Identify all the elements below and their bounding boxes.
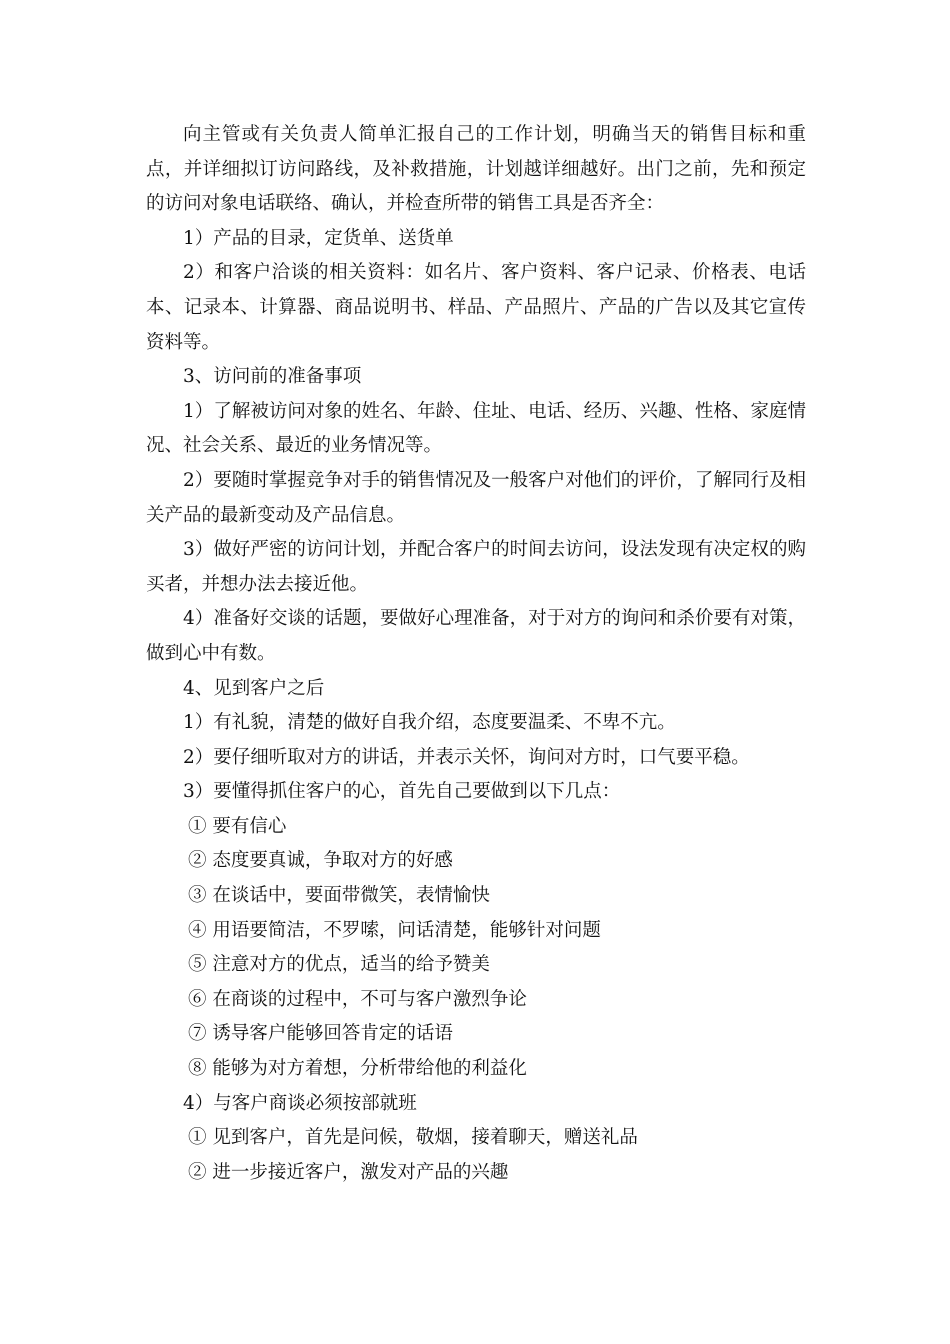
paragraph-list-item: 2）要仔细听取对方的讲话，并表示关怀，询问对方时，口气要平稳。 bbox=[183, 746, 750, 768]
numbered-point: ② 进一步接近客户，激发对产品的兴趣 bbox=[188, 1161, 509, 1183]
paragraph-list-item: 1）产品的目录，定货单、送货单 bbox=[183, 227, 454, 249]
paragraph-list-item: 3）要懂得抓住客户的心，首先自己要做到以下几点： bbox=[183, 781, 621, 803]
paragraph-list-item: 4）准备好交谈的话题，要做好心理准备，对于对方的询问和杀价要有对策，做到心中有数。 bbox=[146, 608, 806, 664]
document-body bbox=[146, 118, 806, 1190]
section-heading: 4、见到客户之后 bbox=[183, 677, 325, 699]
numbered-point: ② 态度要真诚，争取对方的好感 bbox=[188, 850, 453, 872]
paragraph-list-item: 4）与客户商谈必须按部就班 bbox=[183, 1092, 417, 1114]
paragraph-list-item: 2）和客户洽谈的相关资料：如名片、客户资料、客户记录、价格表、电话本、记录本、计算器、商品说明书、样品、产品照片、产品的广告以及其它宣传资料等。 bbox=[146, 262, 806, 353]
paragraph-list-item: 1）了解被访问对象的姓名、年龄、住址、电话、经历、兴趣、性格、家庭情况、社会关系、最近的业务情况等。 bbox=[146, 400, 806, 457]
paragraph-list-item: 1）有礼貌，清楚的做好自我介绍，态度要温柔、不卑不亢。 bbox=[183, 712, 676, 734]
paragraph-list-item: 2）要随时掌握竞争对手的销售情况及一般客户对他们的评价，了解同行及相关产品的最新变动及产品信息。 bbox=[146, 469, 806, 526]
numbered-point: ⑦ 诱导客户能够回答肯定的话语 bbox=[188, 1023, 453, 1045]
paragraph-list-item: 3）做好严密的访问计划，并配合客户的时间去访问，设法发现有决定权的购买者，并想办法去接近他。 bbox=[146, 539, 806, 595]
numbered-point: ① 见到客户，首先是问候，敬烟，接着聊天，赠送礼品 bbox=[188, 1127, 638, 1149]
section-heading: 3、访问前的准备事项 bbox=[183, 366, 362, 388]
numbered-point: ⑥ 在商谈的过程中，不可与客户激烈争论 bbox=[188, 988, 527, 1010]
numbered-point: ③ 在谈话中，要面带微笑，表情愉快 bbox=[188, 885, 490, 907]
numbered-point: ① 要有信心 bbox=[188, 815, 287, 837]
paragraph-intro: 向主管或有关负责人简单汇报自己的工作计划，明确当天的销售目标和重点，并详细拟订访问路线，及补救措施，计划越详细越好。出门之前，先和预定的访问对象电话联络、确认，并检查所带的销售工具是否齐全： bbox=[146, 124, 806, 215]
numbered-point: ④ 用语要简洁，不罗嗦，问话清楚，能够针对问题 bbox=[188, 919, 601, 941]
numbered-point: ⑧ 能够为对方着想，分析带给他的利益化 bbox=[188, 1058, 527, 1080]
numbered-point: ⑤ 注意对方的优点，适当的给予赞美 bbox=[188, 954, 490, 976]
